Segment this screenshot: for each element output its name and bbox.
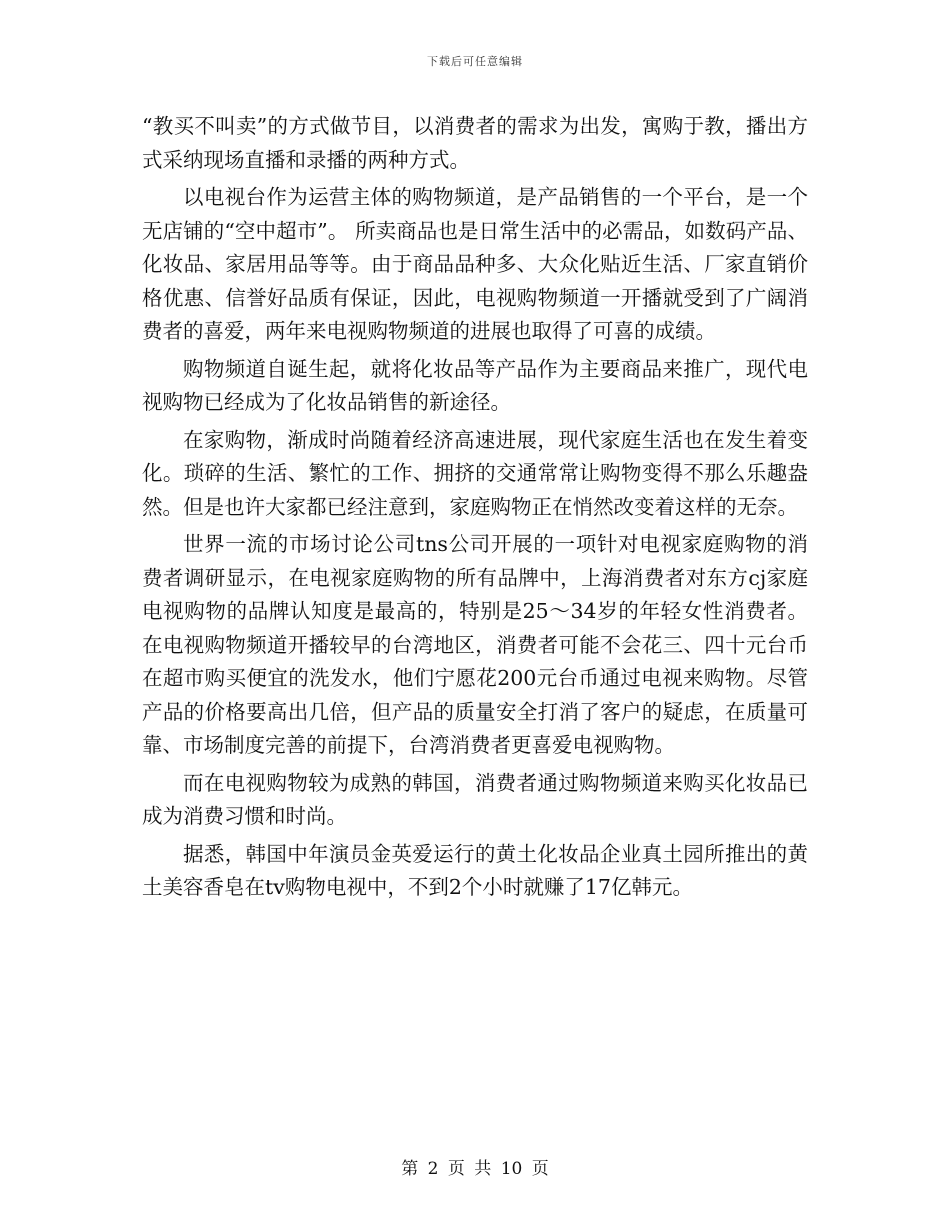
paragraph: 世界一流的市场讨论公司tns公司开展的一项针对电视家庭购物的消费者调研显示，在电视家庭购物的所有品牌中，上海消费者对东方cj家庭电视购物的品牌认知度是最高的，特别是25～34岁的年轻女性消费者。在电视购物频道开播较早的台湾地区，消费者可能不会花三、四十元台币在超市购买便宜的洗发水，他们宁愿花200元台币通过电视来购物。尽管产品的价格要高出几倍，但产品的质量安全打消了客户的疑虑，在质量可靠、市场制度完善的前提下，台湾消费者更喜爱电视购物。 <box>142 532 808 757</box>
paragraph: 购物频道自诞生起，就将化妆品等产品作为主要商品来推广，现代电视购物已经成为了化妆品销售的新途径。 <box>142 356 808 414</box>
paragraph-continuation: “教买不叫卖”的方式做节目，以消费者的需求为出发，寓购于教，播出方式采纳现场直播和录播的两种方式。 <box>142 114 808 172</box>
paragraph: 而在电视购物较为成熟的韩国，消费者通过购物频道来购买化妆品已成为消费习惯和时尚。 <box>142 770 808 828</box>
page-footer: 第 2 页 共 10 页 <box>401 1159 549 1179</box>
paragraph: 以电视台作为运营主体的购物频道，是产品销售的一个平台，是一个无店铺的“空中超市”。 所卖商品也是日常生活中的必需品，如数码产品、化妆品、家居用品等等。由于商品品种多、大众化贴近生活、厂家直销价格优惠、信誉好品质有保证，因此，电视购物频道一开播就受到了广阔消费者的喜爱，两年来电视购物频道的进展也取得了可喜的成绩。 <box>142 185 808 343</box>
paragraph: 在家购物，渐成时尚随着经济高速进展，现代家庭生活也在发生着变化。琐碎的生活、繁忙的工作、拥挤的交通常常让购物变得不那么乐趣盎然。但是也许大家都已经注意到，家庭购物正在悄然改变着这样的无奈。 <box>142 427 808 519</box>
document-body <box>142 110 808 905</box>
page-header: 下载后可任意编辑 <box>427 55 523 68</box>
paragraph: 据悉，韩国中年演员金英爱运行的黄土化妆品企业真土园所推出的黄土美容香皂在tv购物电视中，不到2个小时就赚了17亿韩元。 <box>142 841 808 899</box>
